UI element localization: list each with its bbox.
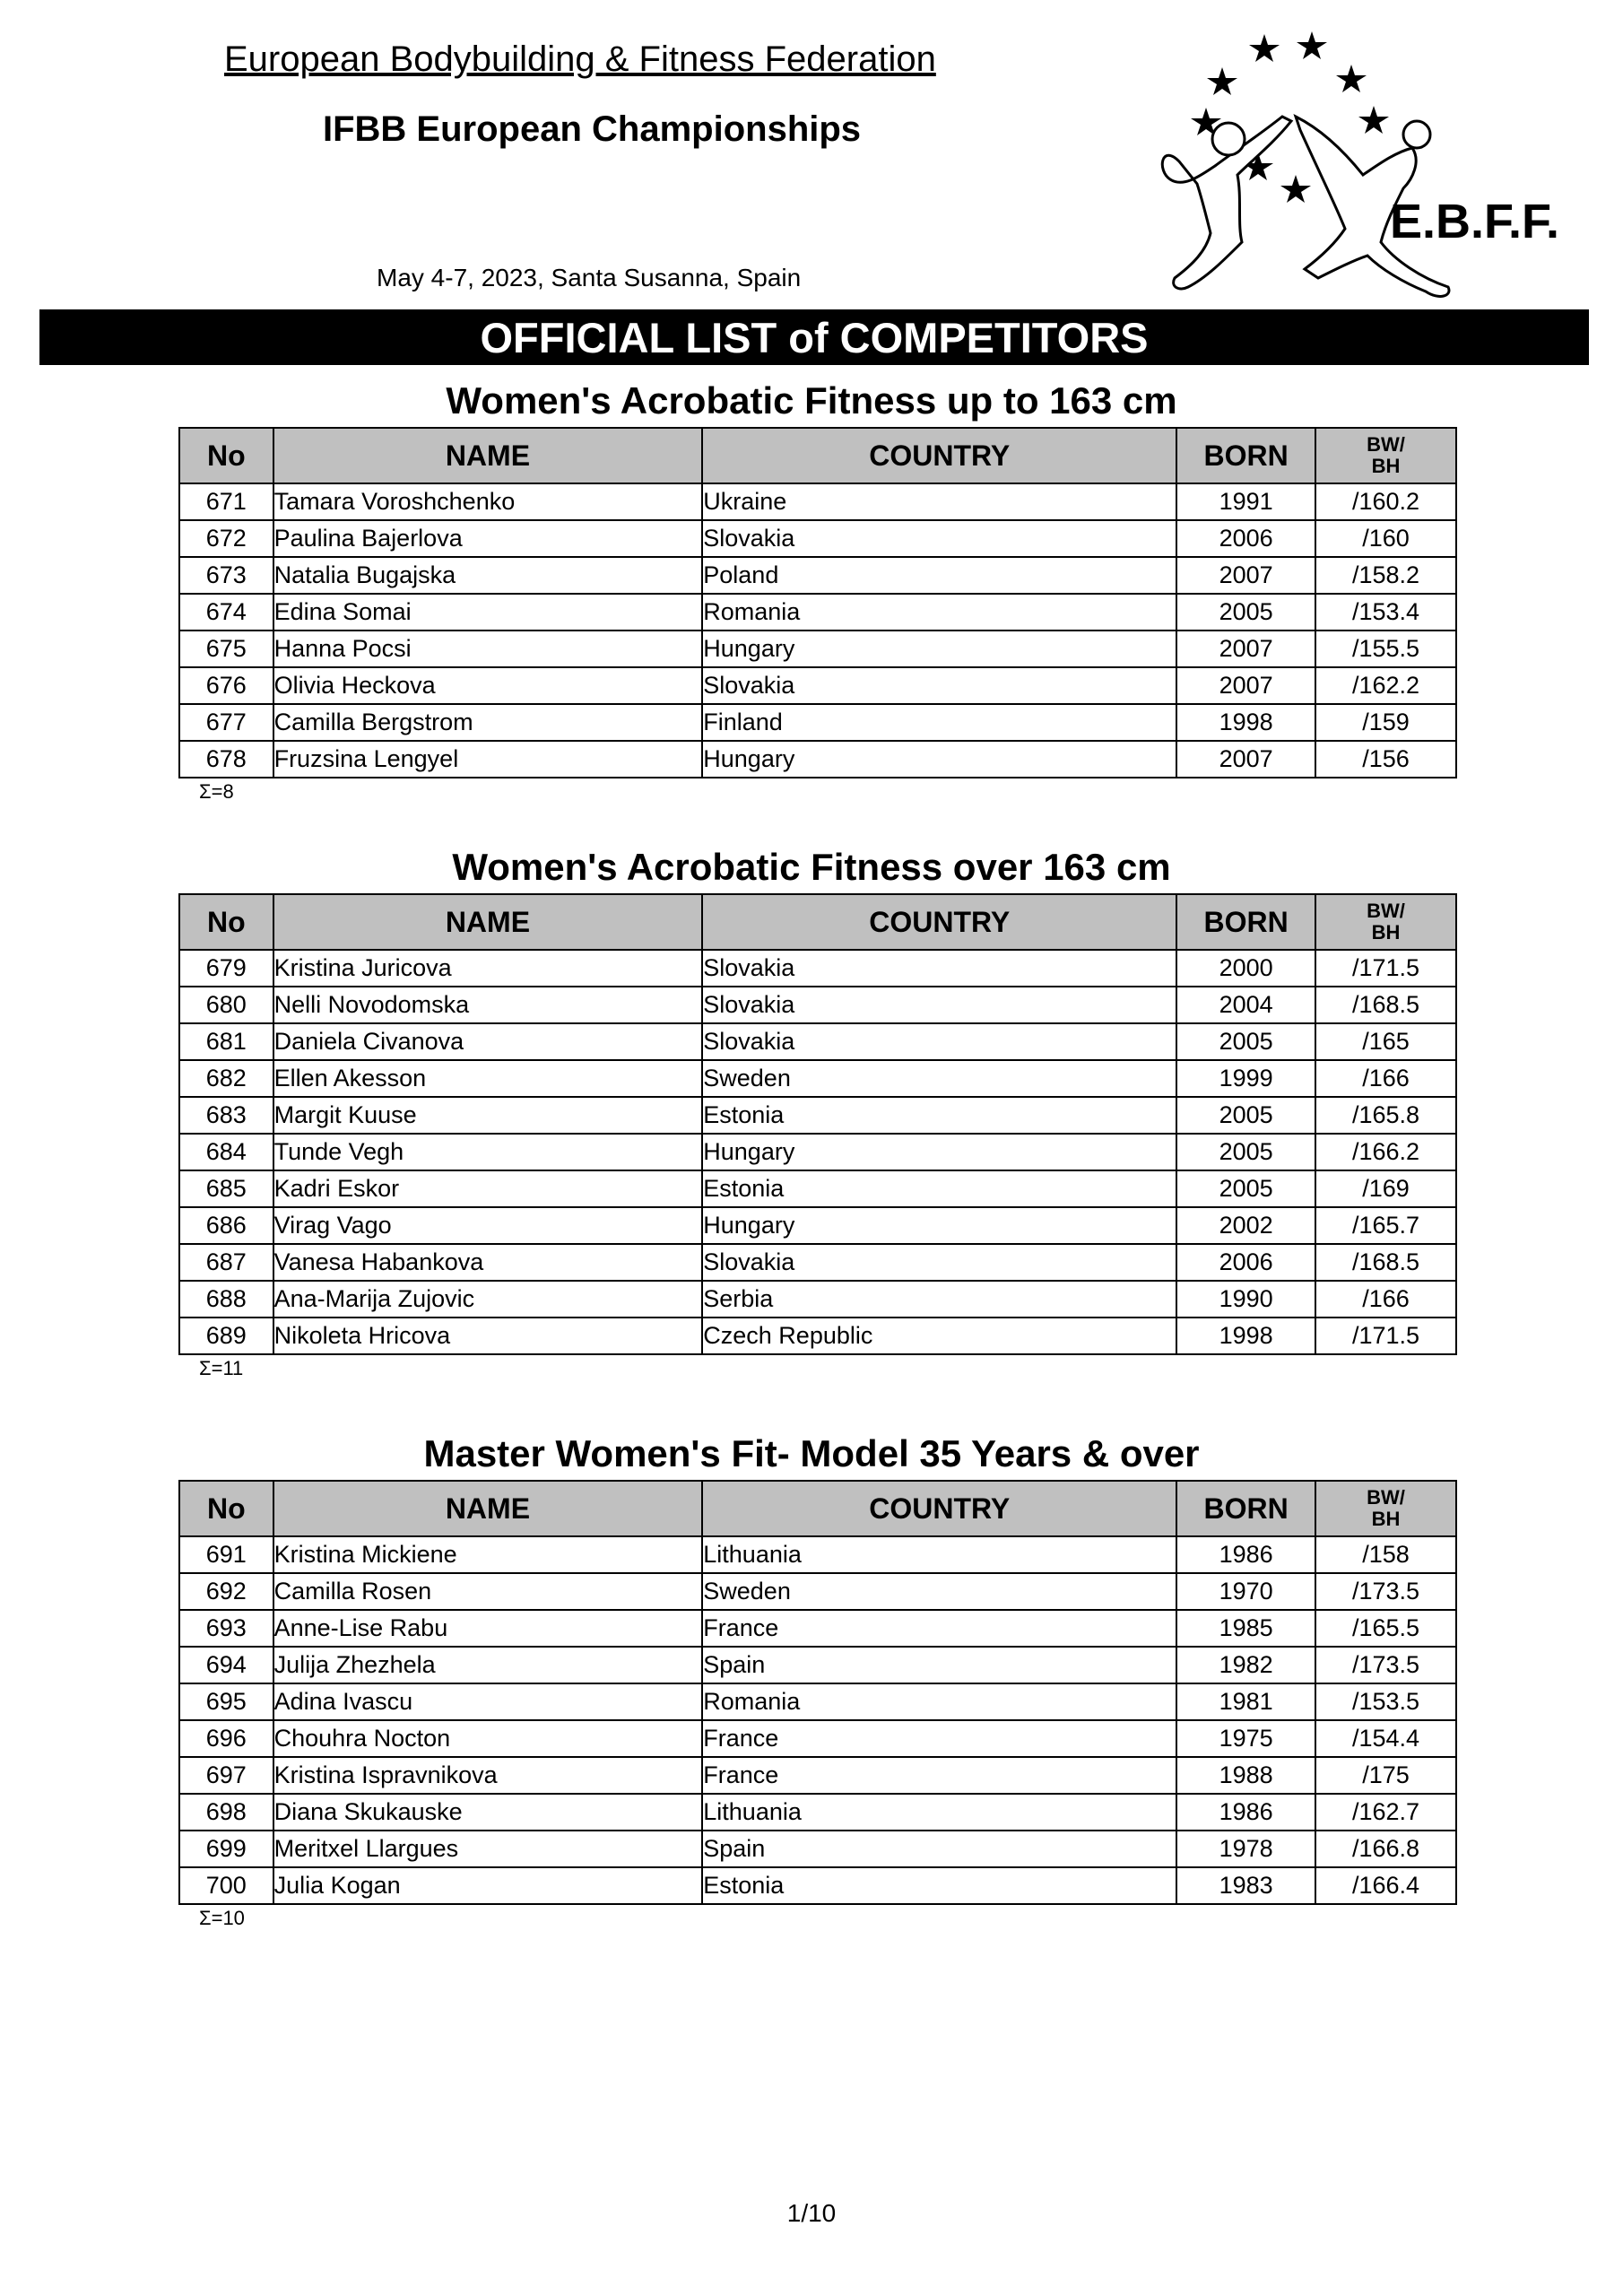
competitor-bw-bh: /165.5	[1315, 1610, 1456, 1647]
competitor-country: Spain	[702, 1647, 1176, 1683]
competitor-country: Estonia	[702, 1170, 1176, 1207]
bh-label: BH	[1371, 455, 1401, 477]
competitor-name: Tamara Voroshchenko	[273, 483, 703, 520]
competitor-country: Sweden	[702, 1573, 1176, 1610]
competitor-country: Finland	[702, 704, 1176, 741]
section-master-fit-model	[0, 1428, 1623, 1932]
table-row	[179, 1573, 1456, 1610]
competitor-bw-bh: /166.2	[1315, 1134, 1456, 1170]
col-header-name: NAME	[273, 894, 703, 950]
competitor-country: Lithuania	[702, 1794, 1176, 1831]
logo-text: E.B.F.F.	[1390, 195, 1560, 248]
competitor-number: 695	[179, 1683, 273, 1720]
col-header-born: BORN	[1176, 894, 1315, 950]
competitor-bw-bh: /165.7	[1315, 1207, 1456, 1244]
table-row	[179, 1610, 1456, 1647]
star-icon	[1249, 34, 1280, 62]
competitor-country: Hungary	[702, 631, 1176, 667]
competitor-born: 2005	[1176, 594, 1315, 631]
competitor-name: Nelli Novodomska	[273, 987, 703, 1023]
competitors-table	[178, 1480, 1457, 1905]
competitor-born: 1991	[1176, 483, 1315, 520]
official-list-title: OFFICIAL LIST of COMPETITORS	[39, 309, 1589, 365]
competitor-name: Ellen Akesson	[273, 1060, 703, 1097]
table-row	[179, 1647, 1456, 1683]
table-row	[179, 557, 1456, 594]
competitor-name: Julija Zhezhela	[273, 1647, 703, 1683]
section-title: Women's Acrobatic Fitness over 163 cm	[452, 846, 1171, 888]
star-icon	[1336, 65, 1367, 92]
competitor-country: Hungary	[702, 741, 1176, 778]
bh-label: BH	[1371, 1508, 1401, 1530]
competitor-country: Slovakia	[702, 987, 1176, 1023]
col-header-born: BORN	[1176, 428, 1315, 483]
competitor-born: 2005	[1176, 1023, 1315, 1060]
section-acrobatic-up-to-163	[0, 375, 1623, 805]
competitor-name: Camilla Rosen	[273, 1573, 703, 1610]
competitor-born: 2005	[1176, 1170, 1315, 1207]
competitor-bw-bh: /166.4	[1315, 1867, 1456, 1904]
competitor-number: 698	[179, 1794, 273, 1831]
competitor-name: Vanesa Habankova	[273, 1244, 703, 1281]
table-row	[179, 1757, 1456, 1794]
competitor-bw-bh: /175	[1315, 1757, 1456, 1794]
table-row	[179, 1536, 1456, 1573]
competitor-born: 2004	[1176, 987, 1315, 1023]
star-icon	[1207, 67, 1237, 95]
competitor-number: 692	[179, 1573, 273, 1610]
competitor-number: 689	[179, 1318, 273, 1354]
competitor-bw-bh: /169	[1315, 1170, 1456, 1207]
competitor-born: 1998	[1176, 1318, 1315, 1354]
competitor-born: 1975	[1176, 1720, 1315, 1757]
table-row	[179, 1097, 1456, 1134]
table-row	[179, 1134, 1456, 1170]
competitor-name: Kristina Juricova	[273, 950, 703, 987]
competitor-number: 697	[179, 1757, 273, 1794]
table-row	[179, 1794, 1456, 1831]
competitor-country: Hungary	[702, 1207, 1176, 1244]
competitor-bw-bh: /160	[1315, 520, 1456, 557]
col-header-no: No	[179, 1481, 273, 1536]
competitor-number: 671	[179, 483, 273, 520]
col-header-bw-bh	[1315, 894, 1456, 950]
table-row	[179, 704, 1456, 741]
table-row	[179, 950, 1456, 987]
competitor-born: 1990	[1176, 1281, 1315, 1318]
col-header-bw-bh	[1315, 428, 1456, 483]
competitor-name: Daniela Civanova	[273, 1023, 703, 1060]
competitor-number: 700	[179, 1867, 273, 1904]
competitor-number: 678	[179, 741, 273, 778]
competitor-name: Fruzsina Lengyel	[273, 741, 703, 778]
competitor-born: 1985	[1176, 1610, 1315, 1647]
competitor-born: 1986	[1176, 1536, 1315, 1573]
championship-title: IFBB European Championships	[323, 109, 862, 149]
competitor-born: 1970	[1176, 1573, 1315, 1610]
col-header-name: NAME	[273, 1481, 703, 1536]
competitor-born: 1998	[1176, 704, 1315, 741]
competitor-number: 687	[179, 1244, 273, 1281]
competitor-country: France	[702, 1720, 1176, 1757]
table-row	[179, 483, 1456, 520]
competitor-country: Serbia	[702, 1281, 1176, 1318]
table-row	[179, 1244, 1456, 1281]
competitor-born: 1999	[1176, 1060, 1315, 1097]
star-icon	[1358, 106, 1389, 134]
competitor-country: Slovakia	[702, 667, 1176, 704]
table-row	[179, 631, 1456, 667]
competitor-bw-bh: /168.5	[1315, 1244, 1456, 1281]
competitor-number: 683	[179, 1097, 273, 1134]
col-header-country: COUNTRY	[702, 1481, 1176, 1536]
competitor-number: 681	[179, 1023, 273, 1060]
col-header-no: No	[179, 894, 273, 950]
competitor-bw-bh: /153.4	[1315, 594, 1456, 631]
competitor-born: 2007	[1176, 557, 1315, 594]
competitor-name: Kadri Eskor	[273, 1170, 703, 1207]
table-row	[179, 1060, 1456, 1097]
competitor-born: 1982	[1176, 1647, 1315, 1683]
competitor-name: Nikoleta Hricova	[273, 1318, 703, 1354]
competitor-country: Lithuania	[702, 1536, 1176, 1573]
competitor-country: Spain	[702, 1831, 1176, 1867]
competitor-number: 685	[179, 1170, 273, 1207]
table-row	[179, 594, 1456, 631]
competitor-born: 2006	[1176, 1244, 1315, 1281]
competitor-number: 672	[179, 520, 273, 557]
competitor-born: 2007	[1176, 741, 1315, 778]
table-row	[179, 741, 1456, 778]
competitor-number: 674	[179, 594, 273, 631]
competitor-bw-bh: /156	[1315, 741, 1456, 778]
competitor-country: Estonia	[702, 1097, 1176, 1134]
competitor-bw-bh: /159	[1315, 704, 1456, 741]
table-header-row	[179, 428, 1456, 483]
competitor-number: 686	[179, 1207, 273, 1244]
competitor-number: 696	[179, 1720, 273, 1757]
competitor-number: 693	[179, 1610, 273, 1647]
col-header-bw-bh	[1315, 1481, 1456, 1536]
organization-name: European Bodybuilding & Fitness Federation	[224, 39, 936, 79]
competitor-country: Slovakia	[702, 520, 1176, 557]
competitor-bw-bh: /166.8	[1315, 1831, 1456, 1867]
bw-label: BW/	[1367, 900, 1405, 922]
competitor-name: Meritxel Llargues	[273, 1831, 703, 1867]
competitor-name: Paulina Bajerlova	[273, 520, 703, 557]
table-row	[179, 1023, 1456, 1060]
section-acrobatic-over-163	[0, 841, 1623, 1382]
table-row	[179, 1318, 1456, 1354]
competitor-bw-bh: /155.5	[1315, 631, 1456, 667]
competitor-born: 2002	[1176, 1207, 1315, 1244]
table-row	[179, 1720, 1456, 1757]
col-header-no: No	[179, 428, 273, 483]
competitor-bw-bh: /171.5	[1315, 950, 1456, 987]
competitor-bw-bh: /158	[1315, 1536, 1456, 1573]
competitors-table	[178, 893, 1457, 1355]
competitor-name: Camilla Bergstrom	[273, 704, 703, 741]
competitor-name: Margit Kuuse	[273, 1097, 703, 1134]
competitor-bw-bh: /168.5	[1315, 987, 1456, 1023]
competitor-number: 679	[179, 950, 273, 987]
competitor-country: Slovakia	[702, 1244, 1176, 1281]
competitor-bw-bh: /165	[1315, 1023, 1456, 1060]
competitor-born: 1981	[1176, 1683, 1315, 1720]
competitor-bw-bh: /160.2	[1315, 483, 1456, 520]
competitor-born: 1986	[1176, 1794, 1315, 1831]
competitor-name: Adina Ivascu	[273, 1683, 703, 1720]
section-title: Master Women's Fit- Model 35 Years & over	[423, 1432, 1200, 1474]
col-header-name: NAME	[273, 428, 703, 483]
competitor-bw-bh: /171.5	[1315, 1318, 1456, 1354]
competitor-bw-bh: /154.4	[1315, 1720, 1456, 1757]
competitor-number: 680	[179, 987, 273, 1023]
ebff-logo	[1152, 18, 1583, 314]
competitor-number: 684	[179, 1134, 273, 1170]
col-header-country: COUNTRY	[702, 428, 1176, 483]
competitor-country: Sweden	[702, 1060, 1176, 1097]
competitor-bw-bh: /173.5	[1315, 1647, 1456, 1683]
competitor-born: 2005	[1176, 1097, 1315, 1134]
competitor-number: 699	[179, 1831, 273, 1867]
competitor-bw-bh: /158.2	[1315, 557, 1456, 594]
competitor-country: Ukraine	[702, 483, 1176, 520]
competitor-name: Anne-Lise Rabu	[273, 1610, 703, 1647]
competitor-country: Poland	[702, 557, 1176, 594]
competitor-number: 688	[179, 1281, 273, 1318]
table-row	[179, 1170, 1456, 1207]
bw-label: BW/	[1367, 433, 1405, 456]
competitor-number: 673	[179, 557, 273, 594]
competitors-table	[178, 427, 1457, 778]
table-row	[179, 1867, 1456, 1904]
competitor-name: Virag Vago	[273, 1207, 703, 1244]
competitor-number: 694	[179, 1647, 273, 1683]
competitor-bw-bh: /173.5	[1315, 1573, 1456, 1610]
competitor-born: 1978	[1176, 1831, 1315, 1867]
table-row	[179, 987, 1456, 1023]
competitor-name: Chouhra Nocton	[273, 1720, 703, 1757]
star-icon	[1297, 31, 1327, 59]
competitor-name: Kristina Mickiene	[273, 1536, 703, 1573]
table-header-row	[179, 1481, 1456, 1536]
bh-label: BH	[1371, 921, 1401, 944]
competitor-name: Edina Somai	[273, 594, 703, 631]
table-row	[179, 520, 1456, 557]
col-header-country: COUNTRY	[702, 894, 1176, 950]
table-row	[179, 1831, 1456, 1867]
competitor-name: Diana Skukauske	[273, 1794, 703, 1831]
competitor-name: Tunde Vegh	[273, 1134, 703, 1170]
competitor-born: 2007	[1176, 631, 1315, 667]
competitor-country: Romania	[702, 594, 1176, 631]
competitor-name: Julia Kogan	[273, 1867, 703, 1904]
star-icon	[1280, 175, 1311, 203]
competitor-country: Czech Republic	[702, 1318, 1176, 1354]
competitor-country: Slovakia	[702, 950, 1176, 987]
bw-label: BW/	[1367, 1486, 1405, 1509]
table-header-row	[179, 894, 1456, 950]
competitor-bw-bh: /165.8	[1315, 1097, 1456, 1134]
competitor-country: Romania	[702, 1683, 1176, 1720]
col-header-born: BORN	[1176, 1481, 1315, 1536]
competitor-name: Natalia Bugajska	[273, 557, 703, 594]
section-count: Σ=8	[199, 780, 234, 803]
section-title: Women's Acrobatic Fitness up to 163 cm	[446, 379, 1177, 422]
competitor-born: 1983	[1176, 1867, 1315, 1904]
section-count: Σ=11	[199, 1357, 244, 1379]
section-count: Σ=10	[199, 1907, 245, 1929]
competitor-name: Kristina Ispravnikova	[273, 1757, 703, 1794]
competitor-bw-bh: /162.2	[1315, 667, 1456, 704]
competitor-bw-bh: /153.5	[1315, 1683, 1456, 1720]
competitor-name: Olivia Heckova	[273, 667, 703, 704]
competitor-country: Slovakia	[702, 1023, 1176, 1060]
table-row	[179, 667, 1456, 704]
competitor-number: 682	[179, 1060, 273, 1097]
competitor-bw-bh: /166	[1315, 1060, 1456, 1097]
competitor-number: 676	[179, 667, 273, 704]
competitor-bw-bh: /166	[1315, 1281, 1456, 1318]
competitor-name: Hanna Pocsi	[273, 631, 703, 667]
competitor-country: Estonia	[702, 1867, 1176, 1904]
competitor-name: Ana-Marija Zujovic	[273, 1281, 703, 1318]
page-number: 1/10	[786, 2199, 837, 2227]
competitor-country: France	[702, 1757, 1176, 1794]
event-date-location: May 4-7, 2023, Santa Susanna, Spain	[377, 264, 802, 291]
competitor-born: 2006	[1176, 520, 1315, 557]
competitor-bw-bh: /162.7	[1315, 1794, 1456, 1831]
table-row	[179, 1281, 1456, 1318]
competitor-number: 677	[179, 704, 273, 741]
competitor-number: 675	[179, 631, 273, 667]
table-row	[179, 1207, 1456, 1244]
competitor-country: Hungary	[702, 1134, 1176, 1170]
competitor-number: 691	[179, 1536, 273, 1573]
competitor-born: 2007	[1176, 667, 1315, 704]
competitor-born: 2000	[1176, 950, 1315, 987]
competitor-country: France	[702, 1610, 1176, 1647]
table-row	[179, 1683, 1456, 1720]
competitor-born: 1988	[1176, 1757, 1315, 1794]
competitor-born: 2005	[1176, 1134, 1315, 1170]
